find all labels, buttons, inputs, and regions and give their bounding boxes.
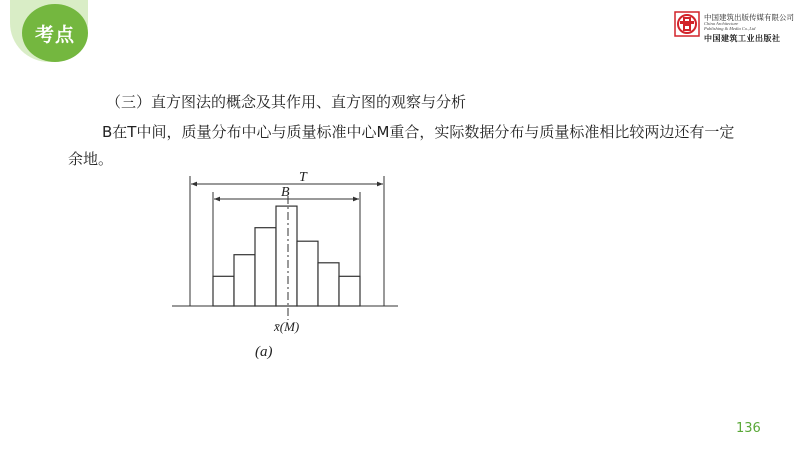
histogram-bar-1	[213, 276, 234, 306]
publisher-name-cn-2: 中国建筑工业出版社	[704, 33, 781, 43]
publisher-name-en	[704, 21, 755, 31]
histogram-bar-2	[234, 255, 255, 306]
center-axis-label: x̄(M)	[274, 319, 300, 334]
publisher-name-en-line1: China Architecture	[704, 21, 739, 26]
topic-badge	[8, 0, 98, 66]
histogram-bar-7	[339, 276, 360, 306]
t-label: T	[299, 170, 307, 185]
publisher-name-cn: 中国建筑出版传媒有限公司	[704, 13, 794, 22]
page-number: 136	[736, 421, 761, 436]
histogram-bars	[213, 206, 360, 306]
body-paragraph	[68, 119, 738, 173]
histogram-figure	[170, 168, 400, 368]
badge-circle	[22, 4, 88, 62]
body-paragraph-text: B在T中间，质量分布中心与质量标准中心M重合，实际数据分布与质量标准相比较两边还有一定余地。	[68, 123, 735, 168]
publisher-logo	[674, 10, 794, 42]
histogram-bar-4	[276, 206, 297, 306]
publisher-name-en-line2: Publishing & Media Co.,Ltd	[704, 26, 756, 31]
histogram-bar-5	[297, 241, 318, 306]
section-heading: （三）直方图法的概念及其作用、直方图的观察与分析	[106, 93, 467, 111]
histogram-bar-6	[318, 263, 339, 306]
b-label: B	[281, 185, 290, 200]
histogram-bar-3	[255, 228, 276, 306]
figure-caption: (a)	[255, 344, 273, 360]
publisher-emblem-icon	[674, 11, 700, 37]
badge-label: 考点	[34, 23, 75, 46]
